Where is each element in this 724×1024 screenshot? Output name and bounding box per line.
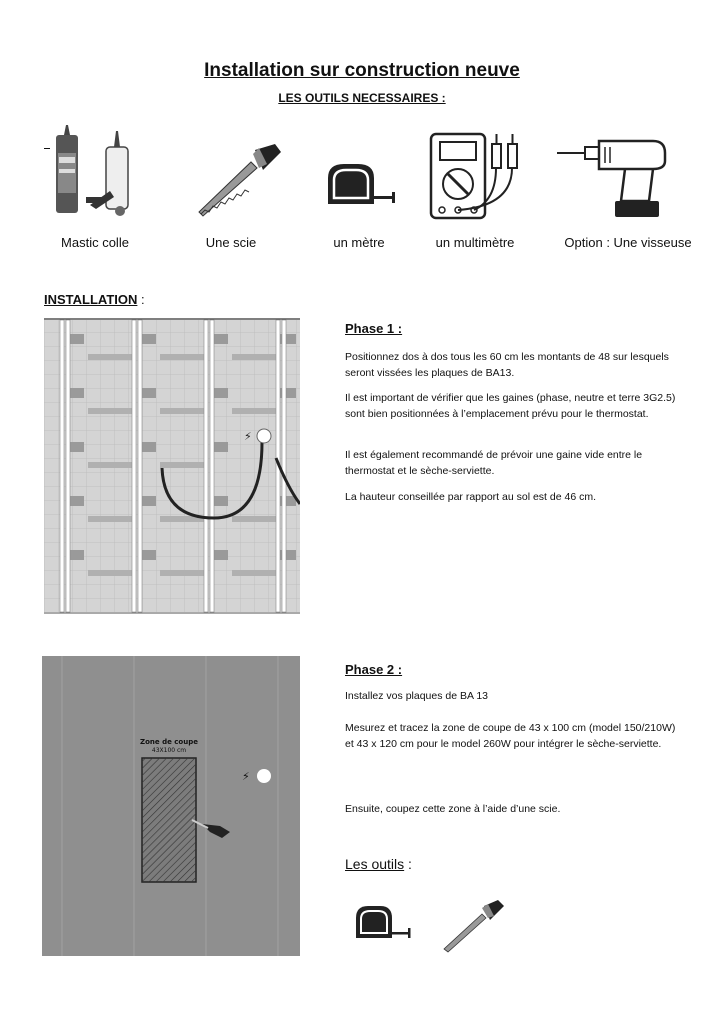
- phase2-paragraph: Mesurez et tracez la zone de coupe de 43 x 100 cm (model 150/210W) et 43 x 120 cm pour le model 260W pour intégrer le sèche-serviette.: [345, 722, 676, 750]
- installation-heading: INSTALLATION :: [44, 292, 145, 307]
- tool-label-multimeter: un multimètre: [435, 235, 515, 250]
- phase2-tools-heading: Les outils :: [345, 856, 412, 872]
- tool-label-tape: un mètre: [333, 235, 385, 250]
- tool-label-sealant: Mastic colle: [61, 235, 129, 250]
- phase1-paragraph: Il est important de vérifier que les gaines (phase, neutre et terre 3G2.5) sont bien positionnées à l’emplacement prévu pour le thermostat.: [345, 392, 676, 420]
- tape-measure-icon: [352, 902, 418, 942]
- phase2-illustration: [42, 656, 300, 956]
- phase1-title: Phase 1 :: [345, 321, 403, 336]
- jab-saw-icon: [442, 898, 506, 954]
- page-title: Installation sur construction neuve: [204, 60, 520, 81]
- phase1-illustration: [44, 318, 300, 616]
- tape-measure-icon: [322, 158, 400, 210]
- phase1-paragraph: Il est également recommandé de prévoir une gaine vide entre le thermostat et le sèche-serviette.: [345, 449, 643, 477]
- jab-saw-icon: [195, 140, 285, 220]
- tool-label-drill: Option : Une visseuse: [564, 235, 692, 250]
- svg-text:⚡: ⚡: [242, 770, 250, 783]
- phase1-paragraph: La hauteur conseillée par rapport au sol est de 46 cm.: [345, 491, 596, 503]
- cut-zone-label: Zone de coupe: [140, 738, 198, 746]
- phase1-paragraph: Positionnez dos à dos tous les 60 cm les montants de 48 sur lesquels seront vissées les plaques de BA13.: [345, 351, 669, 379]
- phase2-paragraph: Ensuite, coupez cette zone à l’aide d’une scie.: [345, 803, 561, 815]
- tools-subtitle: LES OUTILS NECESSAIRES :: [278, 91, 446, 105]
- sealant-gun-icon: [50, 125, 140, 220]
- phase2-paragraph: Installez vos plaques de BA 13: [345, 690, 489, 702]
- cut-zone-dims: 43X100 cm: [151, 747, 187, 754]
- multimeter-icon: [428, 130, 523, 220]
- cordless-drill-icon: [555, 135, 670, 220]
- tool-label-saw: Une scie: [205, 235, 257, 250]
- phase2-title: Phase 2 :: [345, 662, 403, 677]
- svg-text:⚡: ⚡: [244, 430, 252, 443]
